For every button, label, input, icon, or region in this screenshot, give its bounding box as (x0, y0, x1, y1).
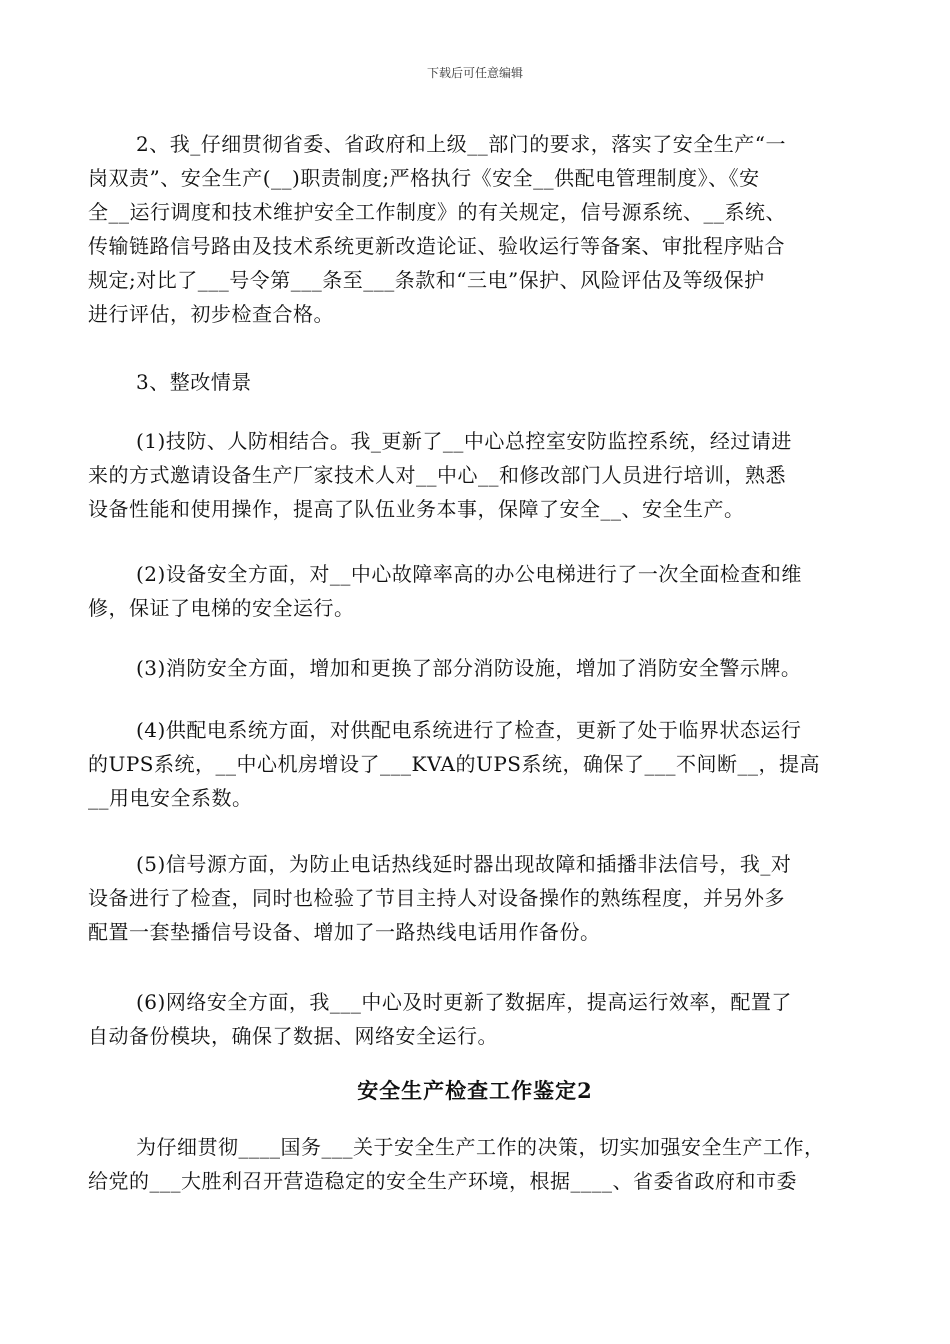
paragraph-line: (1)技防、人防相结合。我_更新了__中心总控室安防监控系统，经过请进 (136, 429, 792, 453)
paragraph-line: 来的方式邀请设备生产厂家技术人对__中心__和修改部门人员进行培训，熟悉 (88, 463, 786, 487)
paragraph-line: (5)信号源方面，为防止电话热线延时器出现故障和插播非法信号，我_对 (136, 852, 792, 876)
page-header: 下载后可任意编辑 (426, 66, 523, 80)
paragraph-2 (88, 127, 868, 331)
paragraph-line: 岗双责”、安全生产(__)职责制度;严格执行《安全__供配电管理制度》、《安 (88, 166, 760, 190)
paragraph-line: 自动备份模块，确保了数据、网络安全运行。 (88, 1024, 498, 1048)
paragraph-item-5 (88, 847, 868, 949)
paragraph-line: 设备进行了检查，同时也检验了节目主持人对设备操作的熟练程度，并另外多 (88, 886, 785, 910)
paragraph-item-1 (88, 424, 868, 526)
paragraph-line: 设备性能和使用操作，提高了队伍业务本事，保障了安全__、安全生产。 (88, 497, 745, 521)
paragraph-line: 的UPS系统，__中心机房增设了___KVA的UPS系统，确保了___不间断__，提高 (88, 752, 820, 776)
paragraph-line: 为仔细贯彻____国务___关于安全生产工作的决策，切实加强安全生产工作， (136, 1135, 825, 1159)
paragraph-line: 规定;对比了___号令第___条至___条款和“三电”保护、风险评估及等级保护 (88, 268, 765, 292)
paragraph-line: __用电安全系数。 (88, 786, 253, 810)
paragraph-item-4 (88, 713, 868, 815)
paragraph-line: 传输链路信号路由及技术系统更新改造论证、验收运行等备案、审批程序贴合 (88, 234, 785, 258)
paragraph-line: (2)设备安全方面，对__中心故障率高的办公电梯进行了一次全面检查和维 (136, 562, 802, 586)
paragraph-line: 进行评估，初步检查合格。 (88, 302, 334, 326)
paragraph-item-3 (88, 651, 868, 685)
paragraph-line: 修，保证了电梯的安全运行。 (88, 596, 355, 620)
paragraph-line: 全__运行调度和技术维护安全工作制度》的有关规定，信号源系统、__系统、 (88, 200, 786, 224)
paragraph-line: 配置一套垫播信号设备、增加了一路热线电话用作备份。 (88, 920, 601, 944)
paragraph-item-6 (88, 985, 868, 1053)
paragraph-line: 3、整改情景 (136, 370, 252, 394)
paragraph-line: (6)网络安全方面，我___中心及时更新了数据库，提高运行效率，配置了 (136, 990, 792, 1014)
paragraph-intro-section-2 (88, 1130, 868, 1198)
subheading-rectification (88, 365, 868, 399)
paragraph-line: 2、我_仔细贯彻省委、省政府和上级__部门的要求，落实了安全生产“一 (136, 132, 786, 156)
section-heading: 安全生产检查工作鉴定2 (357, 1078, 593, 1103)
paragraph-item-2 (88, 557, 868, 625)
paragraph-line: 给党的___大胜利召开营造稳定的安全生产环境，根据____、省委省政府和市委 (88, 1169, 797, 1193)
paragraph-line: (3)消防安全方面，增加和更换了部分消防设施，增加了消防安全警示牌。 (136, 656, 802, 680)
paragraph-line: (4)供配电系统方面，对供配电系统进行了检查，更新了处于临界状态运行 (136, 718, 802, 742)
